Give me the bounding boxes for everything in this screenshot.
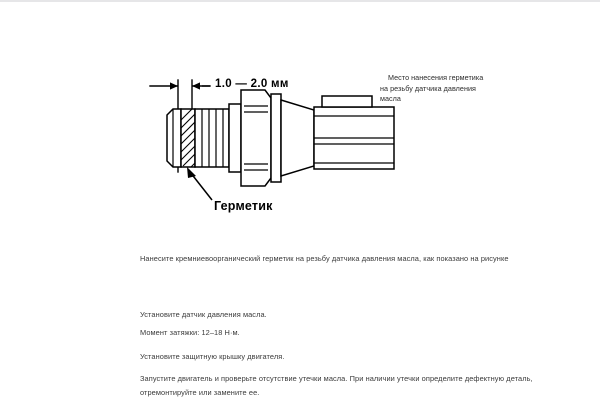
figure-note (380, 73, 520, 105)
instruction-paragraph-install-cover: Установите защитную крышку двигателя. (140, 352, 285, 361)
callout-arrowhead (187, 167, 196, 178)
tapered-neck (281, 100, 314, 176)
instruction-paragraph-torque-spec: Момент затяжки: 12–18 Н·м. (140, 328, 240, 337)
sensor-shoulder (229, 104, 241, 172)
page-top-rule (0, 0, 600, 2)
dimension-label: 1.0 — 2.0 мм (215, 78, 289, 90)
flange-ring (271, 94, 281, 182)
threaded-barrel (195, 109, 229, 167)
figure-note-line-1: Место нанесения герметика (388, 73, 484, 82)
figure-note-line-3: масла (380, 94, 401, 103)
connector-latch-tab (322, 96, 372, 107)
instruction-paragraph-check-leaks: Запустите двигатель и проверьте отсутствие утечки масла. При наличии утечки определите дефектную деталь, отремонтируйте или замените ее. (140, 374, 533, 397)
instruction-paragraph-apply-sealant: Нанесите кремниевоорганический герметик на резьбу датчика давления масла, как показано на рисунке (140, 254, 509, 263)
figure-note-line-2: на резьбу датчика давления (380, 83, 476, 93)
arrowhead-left-pointing (192, 82, 200, 89)
instruction-paragraph-install-sensor: Установите датчик давления масла. (140, 310, 267, 319)
sealant-callout-label: Герметик (214, 199, 273, 213)
hex-nut (241, 90, 271, 186)
arrowhead-right-pointing (170, 82, 178, 89)
sensor-tip-cap (167, 109, 181, 167)
